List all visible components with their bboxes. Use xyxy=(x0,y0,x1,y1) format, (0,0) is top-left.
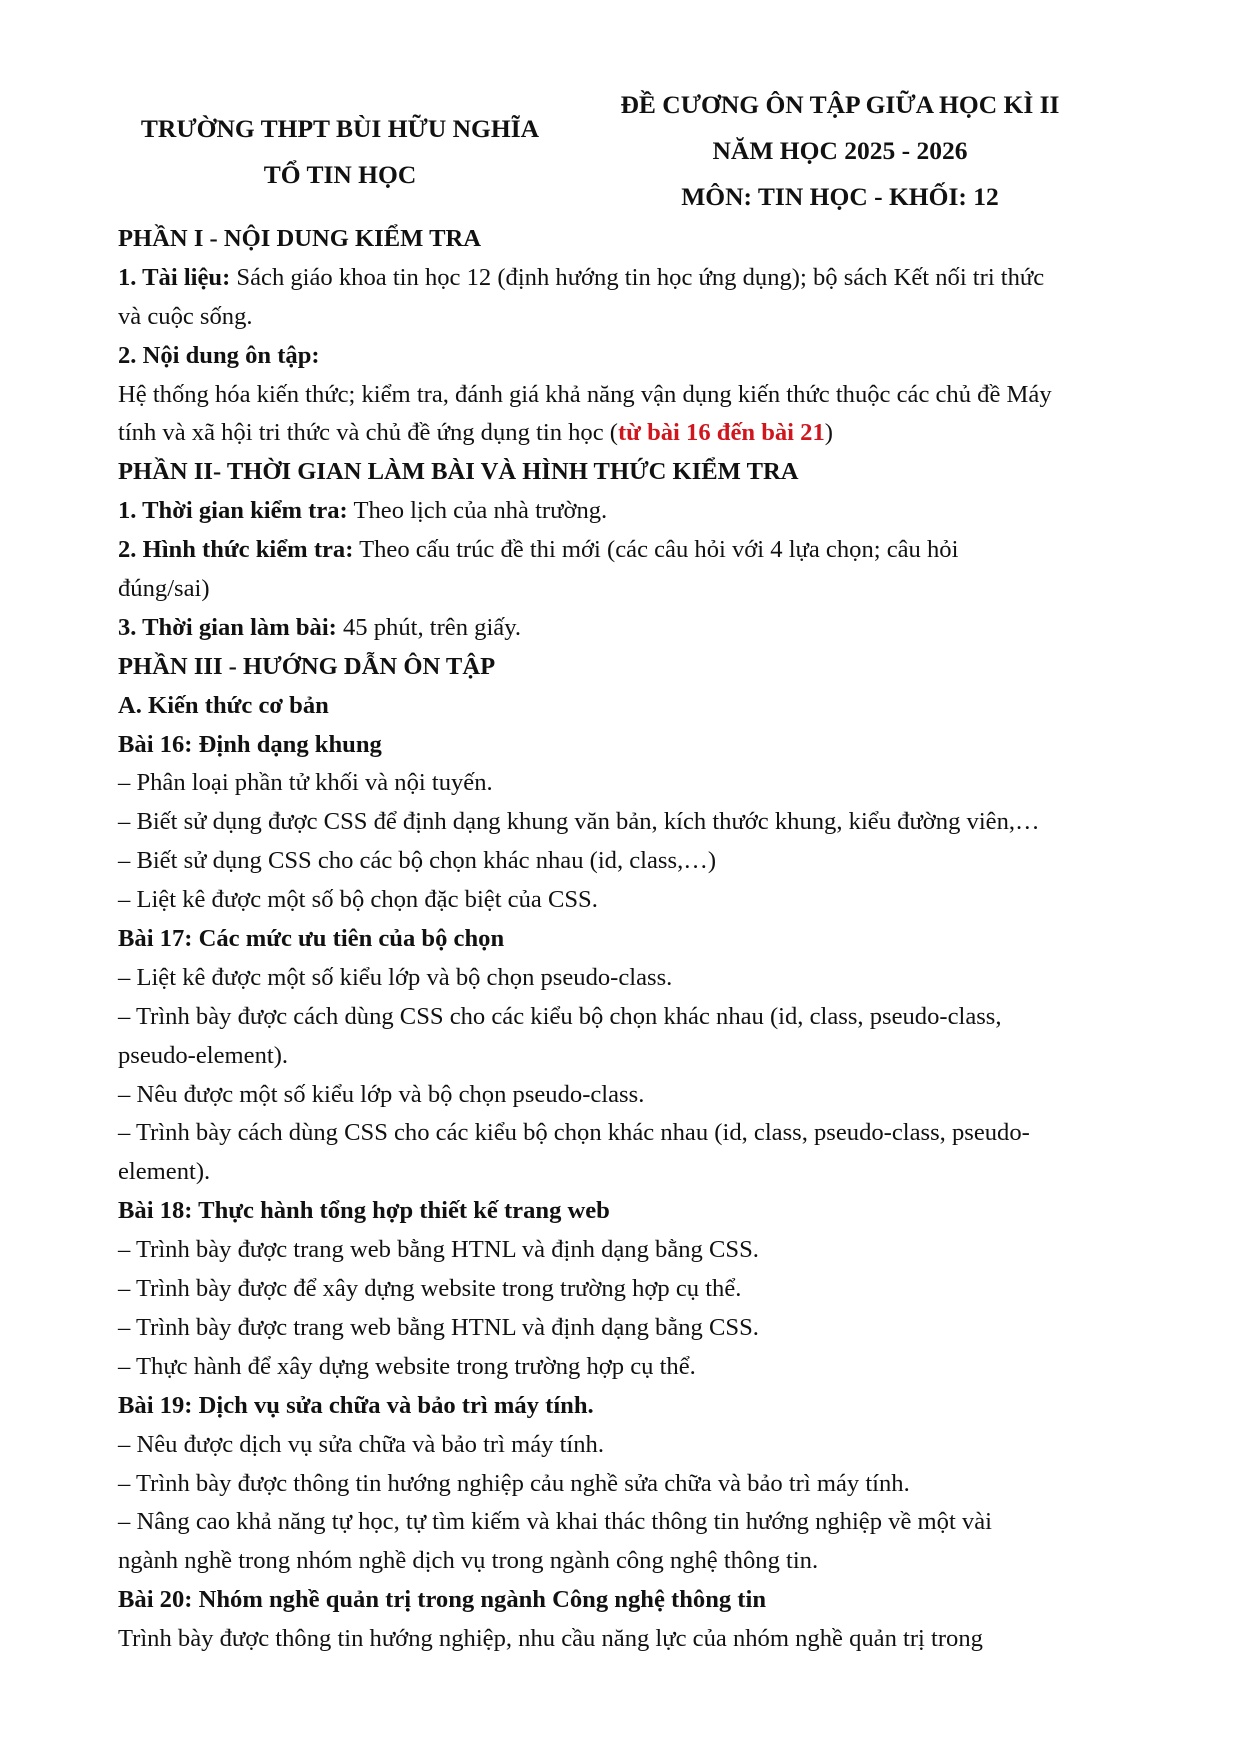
part1-item2-text-b: tính và xã hội tri thức và chủ đề ứng dụng tin học ( xyxy=(118,419,618,447)
part1-item1 xyxy=(118,259,1158,298)
part2-item3-text: 45 phút, trên giấy. xyxy=(336,613,522,641)
school-header xyxy=(100,106,580,198)
lesson-19-line: – Nêu được dịch vụ sửa chữa và bảo trì máy tính. xyxy=(118,1430,604,1458)
part1-item1-text: Sách giáo khoa tin học 12 (định hướng tin học ứng dụng); bộ sách Kết nối tri thức xyxy=(230,263,1045,291)
part3-heading: PHẦN III - HƯỚNG DẪN ÔN TẬP xyxy=(118,652,496,680)
lesson-17-line: element). xyxy=(118,1158,211,1186)
lesson-17-line: – Nêu được một số kiểu lớp và bộ chọn pseudo-class. xyxy=(118,1080,645,1108)
part2-item2-cont: đúng/sai) xyxy=(118,575,210,603)
lesson-16-line: – Biết sử dụng được CSS để định dạng khung văn bản, kích thước khung, kiểu đường viên,… xyxy=(118,808,1040,836)
lesson-18-line: – Trình bày được trang web bằng HTNL và định dạng bằng CSS. xyxy=(118,1313,759,1341)
subject-grade: MÔN: TIN HỌC - KHỐI: 12 xyxy=(681,182,999,211)
part1-item2-label: 2. Nội dung ôn tập: xyxy=(118,341,320,369)
part2-item1-text: Theo lịch của nhà trường. xyxy=(347,497,608,525)
lesson-20-title: Bài 20: Nhóm nghề quản trị trong ngành Công nghệ thông tin xyxy=(118,1586,767,1614)
document-body xyxy=(118,220,1158,1659)
part1-item2-text-c: ) xyxy=(824,419,833,447)
lesson-19-line: ngành nghề trong nhóm nghề dịch vụ trong ngành công nghệ thông tin. xyxy=(118,1547,819,1575)
part3-subheading: A. Kiến thức cơ bản xyxy=(118,691,329,719)
lesson-19-line: – Trình bày được thông tin hướng nghiệp cảu nghề sửa chữa và bảo trì máy tính. xyxy=(118,1469,910,1497)
part2-item2-text: Theo cấu trúc đề thi mới (các câu hỏi với 4 lựa chọn; câu hỏi xyxy=(353,536,959,564)
part1-item2-cont xyxy=(118,414,1158,453)
part1-item1-cont: và cuộc sống. xyxy=(118,302,253,330)
lesson-18-title: Bài 18: Thực hành tổng hợp thiết kế trang web xyxy=(118,1197,610,1225)
lesson-16-line: – Biết sử dụng CSS cho các bộ chọn khác nhau (id, class,…) xyxy=(118,847,717,875)
school-year: NĂM HỌC 2025 - 2026 xyxy=(712,136,968,165)
department-name: TỔ TIN HỌC xyxy=(263,160,417,189)
lesson-17-title: Bài 17: Các mức ưu tiên của bộ chọn xyxy=(118,925,505,953)
part2-item3 xyxy=(118,609,1158,648)
part1-item2-text: Hệ thống hóa kiến thức; kiểm tra, đánh giá khả năng vận dụng kiến thức thuộc các chủ đề Máy xyxy=(118,380,1052,408)
part2-heading: PHẦN II- THỜI GIAN LÀM BÀI VÀ HÌNH THỨC KIỂM TRA xyxy=(118,458,799,486)
lesson-range-highlight: từ bài 16 đến bài 21 xyxy=(617,419,825,447)
lesson-19-title: Bài 19: Dịch vụ sửa chữa và bảo trì máy tính. xyxy=(118,1391,594,1419)
part1-heading: PHẦN I - NỘI DUNG KIỂM TRA xyxy=(118,225,481,252)
lesson-19-line: – Nâng cao khả năng tự học, tự tìm kiếm và khai thác thông tin hướng nghiệp về một vài xyxy=(118,1508,992,1536)
part2-item1-label: 1. Thời gian kiểm tra: xyxy=(118,497,348,525)
school-name: TRƯỜNG THPT BÙI HỮU NGHĨA xyxy=(140,114,540,143)
document-title: ĐỀ CƯƠNG ÔN TẬP GIỮA HỌC KÌ II xyxy=(620,90,1060,119)
lesson-17-line: – Liệt kê được một số kiểu lớp và bộ chọn pseudo-class. xyxy=(118,963,673,991)
lesson-17-line: – Trình bày cách dùng CSS cho các kiểu bộ chọn khác nhau (id, class, pseudo-class, pseudo- xyxy=(118,1119,1030,1147)
part1-item1-label: 1. Tài liệu: xyxy=(118,263,231,291)
lesson-18-line: – Trình bày được để xây dựng website trong trường hợp cụ thể. xyxy=(118,1275,742,1303)
lesson-20-line: Trình bày được thông tin hướng nghiệp, nhu cầu năng lực của nhóm nghề quản trị trong xyxy=(118,1625,983,1653)
lesson-17-line: – Trình bày được cách dùng CSS cho các kiểu bộ chọn khác nhau (id, class, pseudo-class, xyxy=(118,1002,1002,1030)
lesson-18-line: – Thực hành để xây dựng website trong trường hợp cụ thể. xyxy=(118,1352,696,1380)
part2-item1 xyxy=(118,492,1158,531)
lesson-16-line: – Phân loại phần tử khối và nội tuyến. xyxy=(118,769,493,797)
document-title-block xyxy=(590,82,1090,220)
lesson-17-line: pseudo-element). xyxy=(118,1041,289,1069)
part2-item2-label: 2. Hình thức kiểm tra: xyxy=(118,536,354,564)
lesson-16-title: Bài 16: Định dạng khung xyxy=(118,730,382,758)
lesson-16-line: – Liệt kê được một số bộ chọn đặc biệt của CSS. xyxy=(118,886,598,914)
part2-item2 xyxy=(118,531,1158,570)
part2-item3-label: 3. Thời gian làm bài: xyxy=(118,613,337,641)
lesson-18-line: – Trình bày được trang web bằng HTNL và định dạng bằng CSS. xyxy=(118,1236,759,1264)
